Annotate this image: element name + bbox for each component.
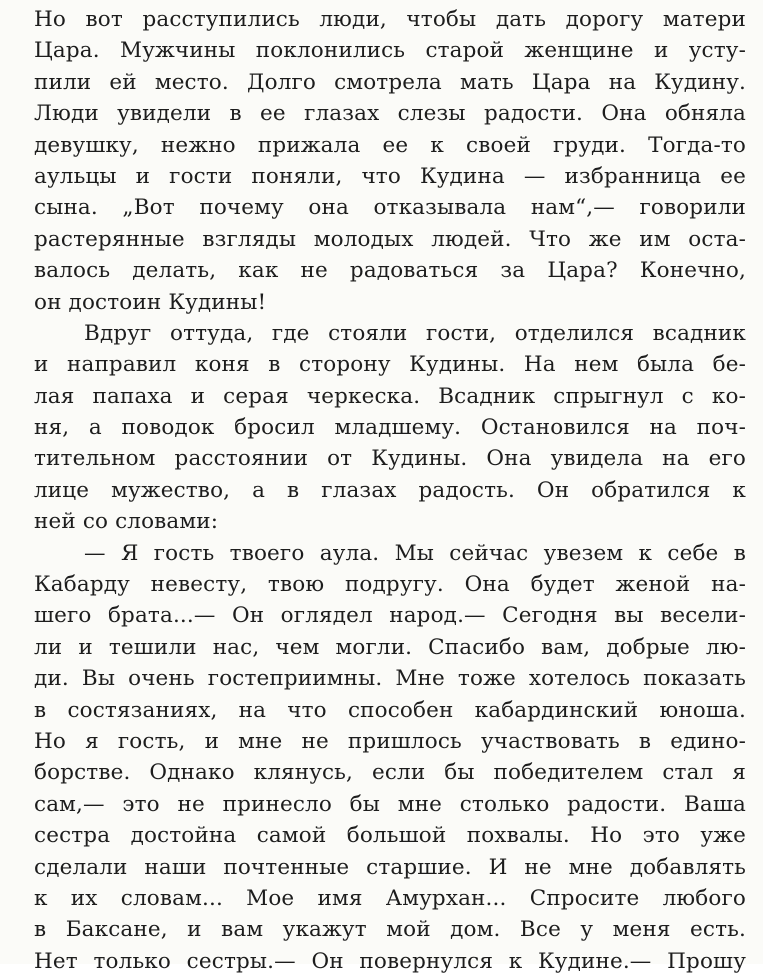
text-line: — Я гость твоего аула. Мы сейчас увезем к себе в [84,540,746,566]
text-line: сделали наши почтенные старшие. И не мне добавлять [34,854,746,880]
paragraph-3 [34,538,746,977]
text-line: борстве. Однако клянусь, если бы победителем стал я [34,760,746,786]
text-line: ди. Вы очень гостеприимны. Мне тоже хотелось показать [34,666,746,692]
text-line: лая папаха и серая черкеска. Всадник спрыгнул с ко- [34,383,746,409]
text-line: сына. „Вот почему она отказывала нам“,— говорили [34,195,746,221]
text-line: ня, а поводок бросил младшему. Остановился на поч- [34,415,746,441]
text-line: аульцы и гости поняли, что Кудина — избранница ее [34,163,746,189]
text-line: шего брата...— Он оглядел народ.— Сегодня вы весели- [34,603,746,629]
text-line: ней со словами: [34,509,219,535]
text-line: Люди увидели в ее глазах слезы радости. Она обняла [34,101,746,127]
page-text [34,4,746,977]
text-line: девушку, нежно прижала ее к своей груди. Тогда-то [34,132,746,158]
text-line: сестра достойна самой большой похвалы. Но это уже [34,823,746,849]
text-line: Нет только сестры.— Он повернулся к Кудине.— Прошу [34,948,746,974]
paragraph-2 [34,318,746,538]
text-line: Кабарду невесту, твою подругу. Она будет женой на- [34,572,746,598]
text-line: в Баксане, и вам укажут мой дом. Все у меня есть. [34,917,746,943]
text-line: сам,— это не принесло бы мне столько радости. Ваша [34,791,746,817]
text-line: Цара. Мужчины поклонились старой женщине и усту- [34,38,746,64]
text-line: и направил коня в сторону Кудины. На нем была бе- [34,352,746,378]
paragraph-1 [34,4,746,318]
text-line: в состязаниях, на что способен кабардинский юноша. [34,697,746,723]
text-line: валось делать, как не радоваться за Цара? Конечно, [34,258,746,284]
text-line: Вдруг оттуда, где стояли гости, отделился всадник [84,320,746,346]
text-line: растерянные взгляды молодых людей. Что же им оста- [34,226,746,252]
text-line: Но я гость, и мне не пришлось участвовать в едино- [34,728,746,754]
text-line: к их словам... Мое имя Амурхан... Спросите любого [34,885,746,911]
text-line: пили ей место. Долго смотрела мать Цара на Кудину. [34,69,746,95]
text-line: тительном расстоянии от Кудины. Она увидела на его [34,446,746,472]
text-line: он достоин Кудины! [34,289,267,315]
text-line: лице мужество, а в глазах радость. Он обратился к [34,477,746,503]
text-line: ли и тешили нас, чем могли. Спасибо вам, добрые лю- [34,634,746,660]
text-line: Но вот расступились люди, чтобы дать дорогу матери [34,7,746,32]
